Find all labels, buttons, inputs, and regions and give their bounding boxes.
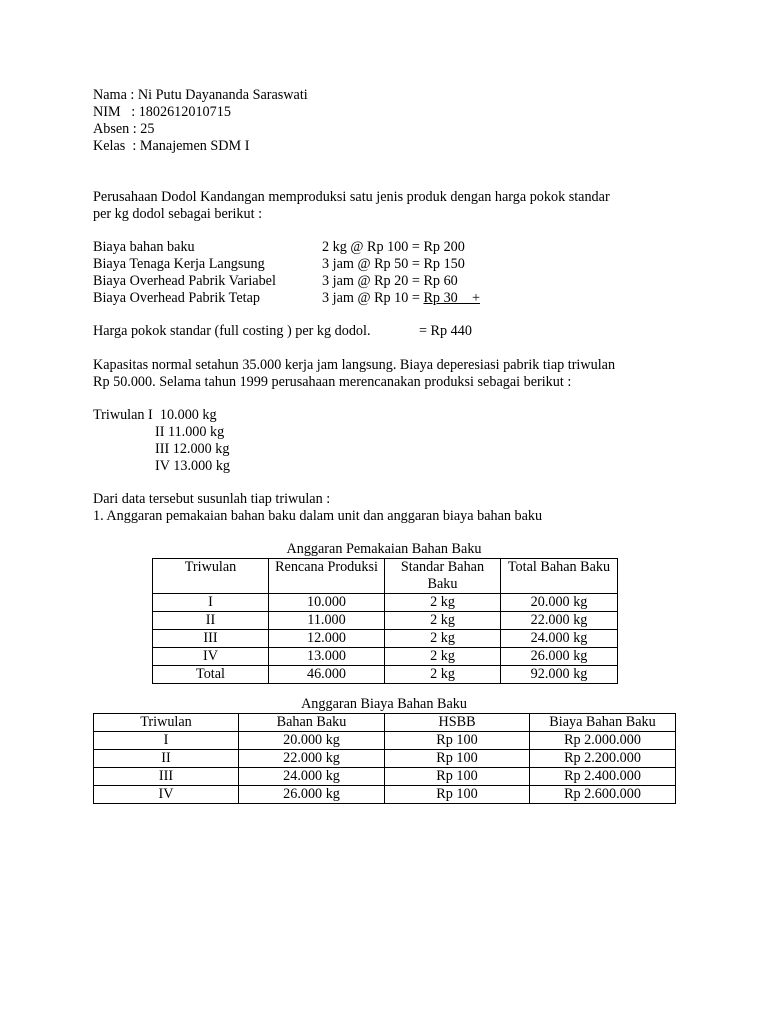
capacity-line-1: Kapasitas normal setahun 35.000 kerja jam langsung. Biaya deperesiasi pabrik tiap triwulan	[93, 357, 616, 373]
table2-cell: Rp 2.200.000	[530, 750, 676, 768]
table1-cell: 2 kg	[385, 612, 501, 630]
table-row	[94, 732, 676, 750]
table2-cell: I	[94, 732, 239, 750]
table1-header-row	[153, 559, 618, 594]
plan-triwulan-1: Triwulan I 10.000 kg	[93, 407, 217, 423]
table-row-total	[153, 666, 618, 684]
table1-cell: 2 kg	[385, 666, 501, 684]
table1-header-triwulan: Triwulan	[153, 559, 269, 594]
table2-cell: Rp 100	[385, 750, 530, 768]
capacity-line-2: Rp 50.000. Selama tahun 1999 perusahaan merencanakan produksi sebagai berikut :	[93, 374, 572, 390]
table2-header-hsbb: HSBB	[385, 714, 530, 732]
table2-cell: 26.000 kg	[239, 786, 385, 804]
cost-label-tenaga-kerja: Biaya Tenaga Kerja Langsung	[93, 256, 265, 272]
instruction-line-2: 1. Anggaran pemakaian bahan baku dalam unit dan anggaran biaya bahan baku	[93, 508, 543, 524]
intro-line-1: Perusahaan Dodol Kandangan memproduksi satu jenis produk dengan harga pokok standar	[93, 189, 610, 205]
table2-cell: Rp 100	[385, 786, 530, 804]
instruction-line-1: Dari data tersebut susunlah tiap triwulan :	[93, 491, 331, 507]
table1-cell: II	[153, 612, 269, 630]
cost-formula-overhead-tetap-sum: Rp 30 +	[423, 290, 480, 306]
table1-cell: 12.000	[269, 630, 385, 648]
table1-caption: Anggaran Pemakaian Bahan Baku	[286, 541, 482, 557]
identity-nim: NIM : 1802612010715	[93, 104, 231, 120]
table1-header-rencana: Rencana Produksi	[269, 559, 385, 594]
cost-formula-overhead-tetap	[322, 290, 480, 307]
table2-cell: II	[94, 750, 239, 768]
table1-cell: 92.000 kg	[501, 666, 618, 684]
table1-cell: I	[153, 594, 269, 612]
identity-nama: Nama : Ni Putu Dayananda Saraswati	[93, 87, 308, 103]
table2-cell: Rp 2.000.000	[530, 732, 676, 750]
table1-cell: 10.000	[269, 594, 385, 612]
table-row	[94, 768, 676, 786]
identity-kelas: Kelas : Manajemen SDM I	[93, 138, 250, 154]
table2-cell: Rp 100	[385, 768, 530, 786]
table2-header-biaya: Biaya Bahan Baku	[530, 714, 676, 732]
table1-cell: 24.000 kg	[501, 630, 618, 648]
table-row	[153, 648, 618, 666]
table2-caption: Anggaran Biaya Bahan Baku	[301, 696, 467, 712]
table2-cell: Rp 2.400.000	[530, 768, 676, 786]
cost-label-bahan-baku: Biaya bahan baku	[93, 239, 195, 255]
table2-cell: 22.000 kg	[239, 750, 385, 768]
table1-cell: 2 kg	[385, 594, 501, 612]
table2-cell: III	[94, 768, 239, 786]
cost-label-overhead-tetap: Biaya Overhead Pabrik Tetap	[93, 290, 260, 306]
table1-cell: III	[153, 630, 269, 648]
table1-cell: 26.000 kg	[501, 648, 618, 666]
cost-formula-tenaga-kerja: 3 jam @ Rp 50 = Rp 150	[322, 256, 465, 272]
table-row	[153, 630, 618, 648]
intro-line-2: per kg dodol sebagai berikut :	[93, 206, 263, 222]
table1-cell: 20.000 kg	[501, 594, 618, 612]
table2-header-row	[94, 714, 676, 732]
identity-absen: Absen : 25	[93, 121, 155, 137]
plan-triwulan-2: II 11.000 kg	[155, 424, 225, 440]
table1-cell: 2 kg	[385, 630, 501, 648]
table2-cell: 24.000 kg	[239, 768, 385, 786]
table2-cell: IV	[94, 786, 239, 804]
table1-cell: Total	[153, 666, 269, 684]
harga-pokok-value: = Rp 440	[419, 323, 472, 339]
cost-formula-overhead-tetap-prefix: 3 jam @ Rp 10 =	[322, 290, 424, 306]
cost-label-overhead-variabel: Biaya Overhead Pabrik Variabel	[93, 273, 276, 289]
table2-cell: 20.000 kg	[239, 732, 385, 750]
table-row	[153, 594, 618, 612]
table2-header-triwulan: Triwulan	[94, 714, 239, 732]
plan-triwulan-3: III 12.000 kg	[155, 441, 230, 457]
table-biaya-bahan-baku	[93, 713, 676, 804]
table2-cell: Rp 100	[385, 732, 530, 750]
table-row	[153, 612, 618, 630]
table1-cell: 13.000	[269, 648, 385, 666]
table2-cell: Rp 2.600.000	[530, 786, 676, 804]
plan-triwulan-4: IV 13.000 kg	[155, 458, 231, 474]
cost-formula-overhead-variabel: 3 jam @ Rp 20 = Rp 60	[322, 273, 458, 289]
table1-header-total: Total Bahan Baku	[501, 559, 618, 594]
cost-formula-bahan-baku: 2 kg @ Rp 100 = Rp 200	[322, 239, 465, 255]
table1-cell: 2 kg	[385, 648, 501, 666]
table2-header-bahan-baku: Bahan Baku	[239, 714, 385, 732]
table1-cell: 46.000	[269, 666, 385, 684]
table1-cell: 22.000 kg	[501, 612, 618, 630]
table1-cell: IV	[153, 648, 269, 666]
table1-header-standar: Standar Bahan Baku	[385, 559, 501, 594]
table-row	[94, 786, 676, 804]
table1-cell: 11.000	[269, 612, 385, 630]
harga-pokok-label: Harga pokok standar (full costing ) per kg dodol.	[93, 323, 371, 339]
table-pemakaian-bahan-baku	[152, 558, 618, 684]
table-row	[94, 750, 676, 768]
